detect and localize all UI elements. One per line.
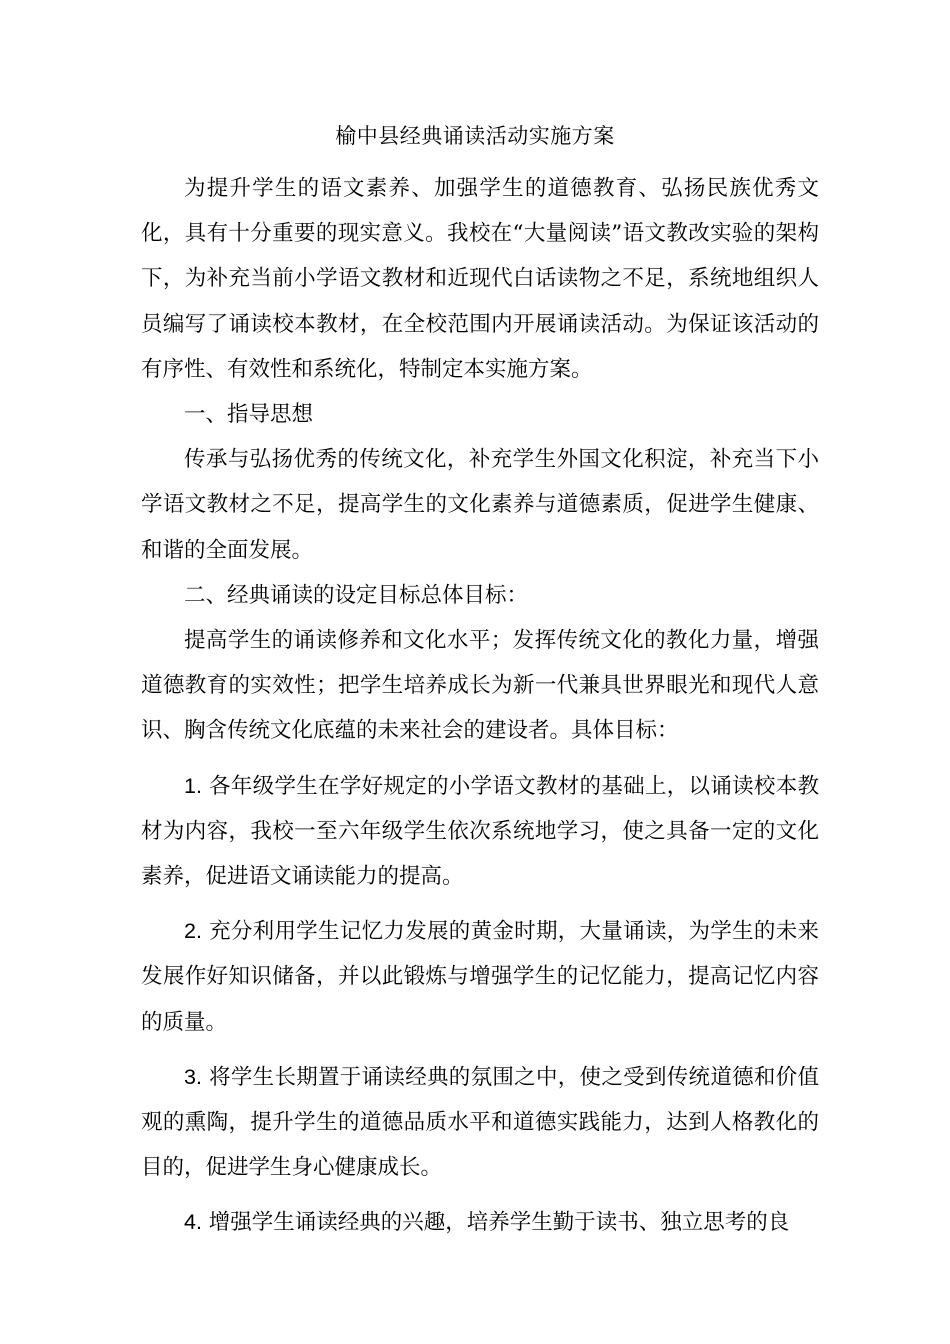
goal-item-3: [141, 1055, 819, 1191]
intro-paragraph: 为提升学生的语文素养、加强学生的道德教育、弘扬民族优秀文化，具有十分重要的现实意义。我校在“大量阅读”语文教改实验的架构下，为补充当前小学语文教材和近现代白话读物之不足，系统地组织人员编写了诵读校本教材，在全校范围内开展诵读活动。为保证该活动的有序性、有效性和系统化，特制定本实施方案。: [141, 176, 819, 382]
goal-text: 增强学生诵读经典的兴趣，培养学生勤于读书、独立思考的良: [208, 1210, 790, 1236]
section-heading-goals: 二、经典诵读的设定目标总体目标：: [184, 582, 529, 608]
guiding-ideology-paragraph: 传承与弘扬优秀的传统文化，补充学生外国文化积淀，补充当下小学语文教材之不足，提高学生的文化素养与道德素质，促进学生健康、和谐的全面发展。: [141, 447, 819, 563]
goal-number: 1.: [184, 773, 202, 798]
overall-goals-paragraph: 提高学生的诵读修养和文化水平；发挥传统文化的教化力量，增强道德教育的实效性；把学生培养成长为新一代兼具世界眼光和现代人意识、胸含传统文化底蕴的未来社会的建设者。具体目标：: [141, 628, 819, 744]
goal-number: 2.: [184, 919, 202, 944]
document-body: [141, 166, 819, 1246]
goal-text: 将学生长期置于诵读经典的氛围之中，使之受到传统道德和价值观的熏陶，提升学生的道德品质水平和道德实践能力，达到人格教化的目的，促进学生身心健康成长。: [141, 1064, 819, 1181]
goal-number: 4.: [184, 1210, 202, 1235]
goal-text: 充分利用学生记忆力发展的黄金时期，大量诵读，为学生的未来发展作好知识储备，并以此锻炼与增强学生的记忆能力，提高记忆内容的质量。: [141, 919, 819, 1035]
section-heading-guiding-ideology: 一、指导思想: [184, 402, 314, 428]
goal-item-4: [141, 1200, 819, 1245]
document-title: 榆中县经典诵读活动实施方案: [335, 124, 615, 148]
goal-item-1: [141, 764, 819, 900]
goal-text: 各年级学生在学好规定的小学语文教材的基础上，以诵读校本教材为内容，我校一至六年级学生依次系统地学习，使之具备一定的文化素养，促进语文诵读能力的提高。: [141, 773, 819, 890]
goal-item-2: [141, 909, 819, 1045]
goal-number: 3.: [184, 1064, 202, 1089]
